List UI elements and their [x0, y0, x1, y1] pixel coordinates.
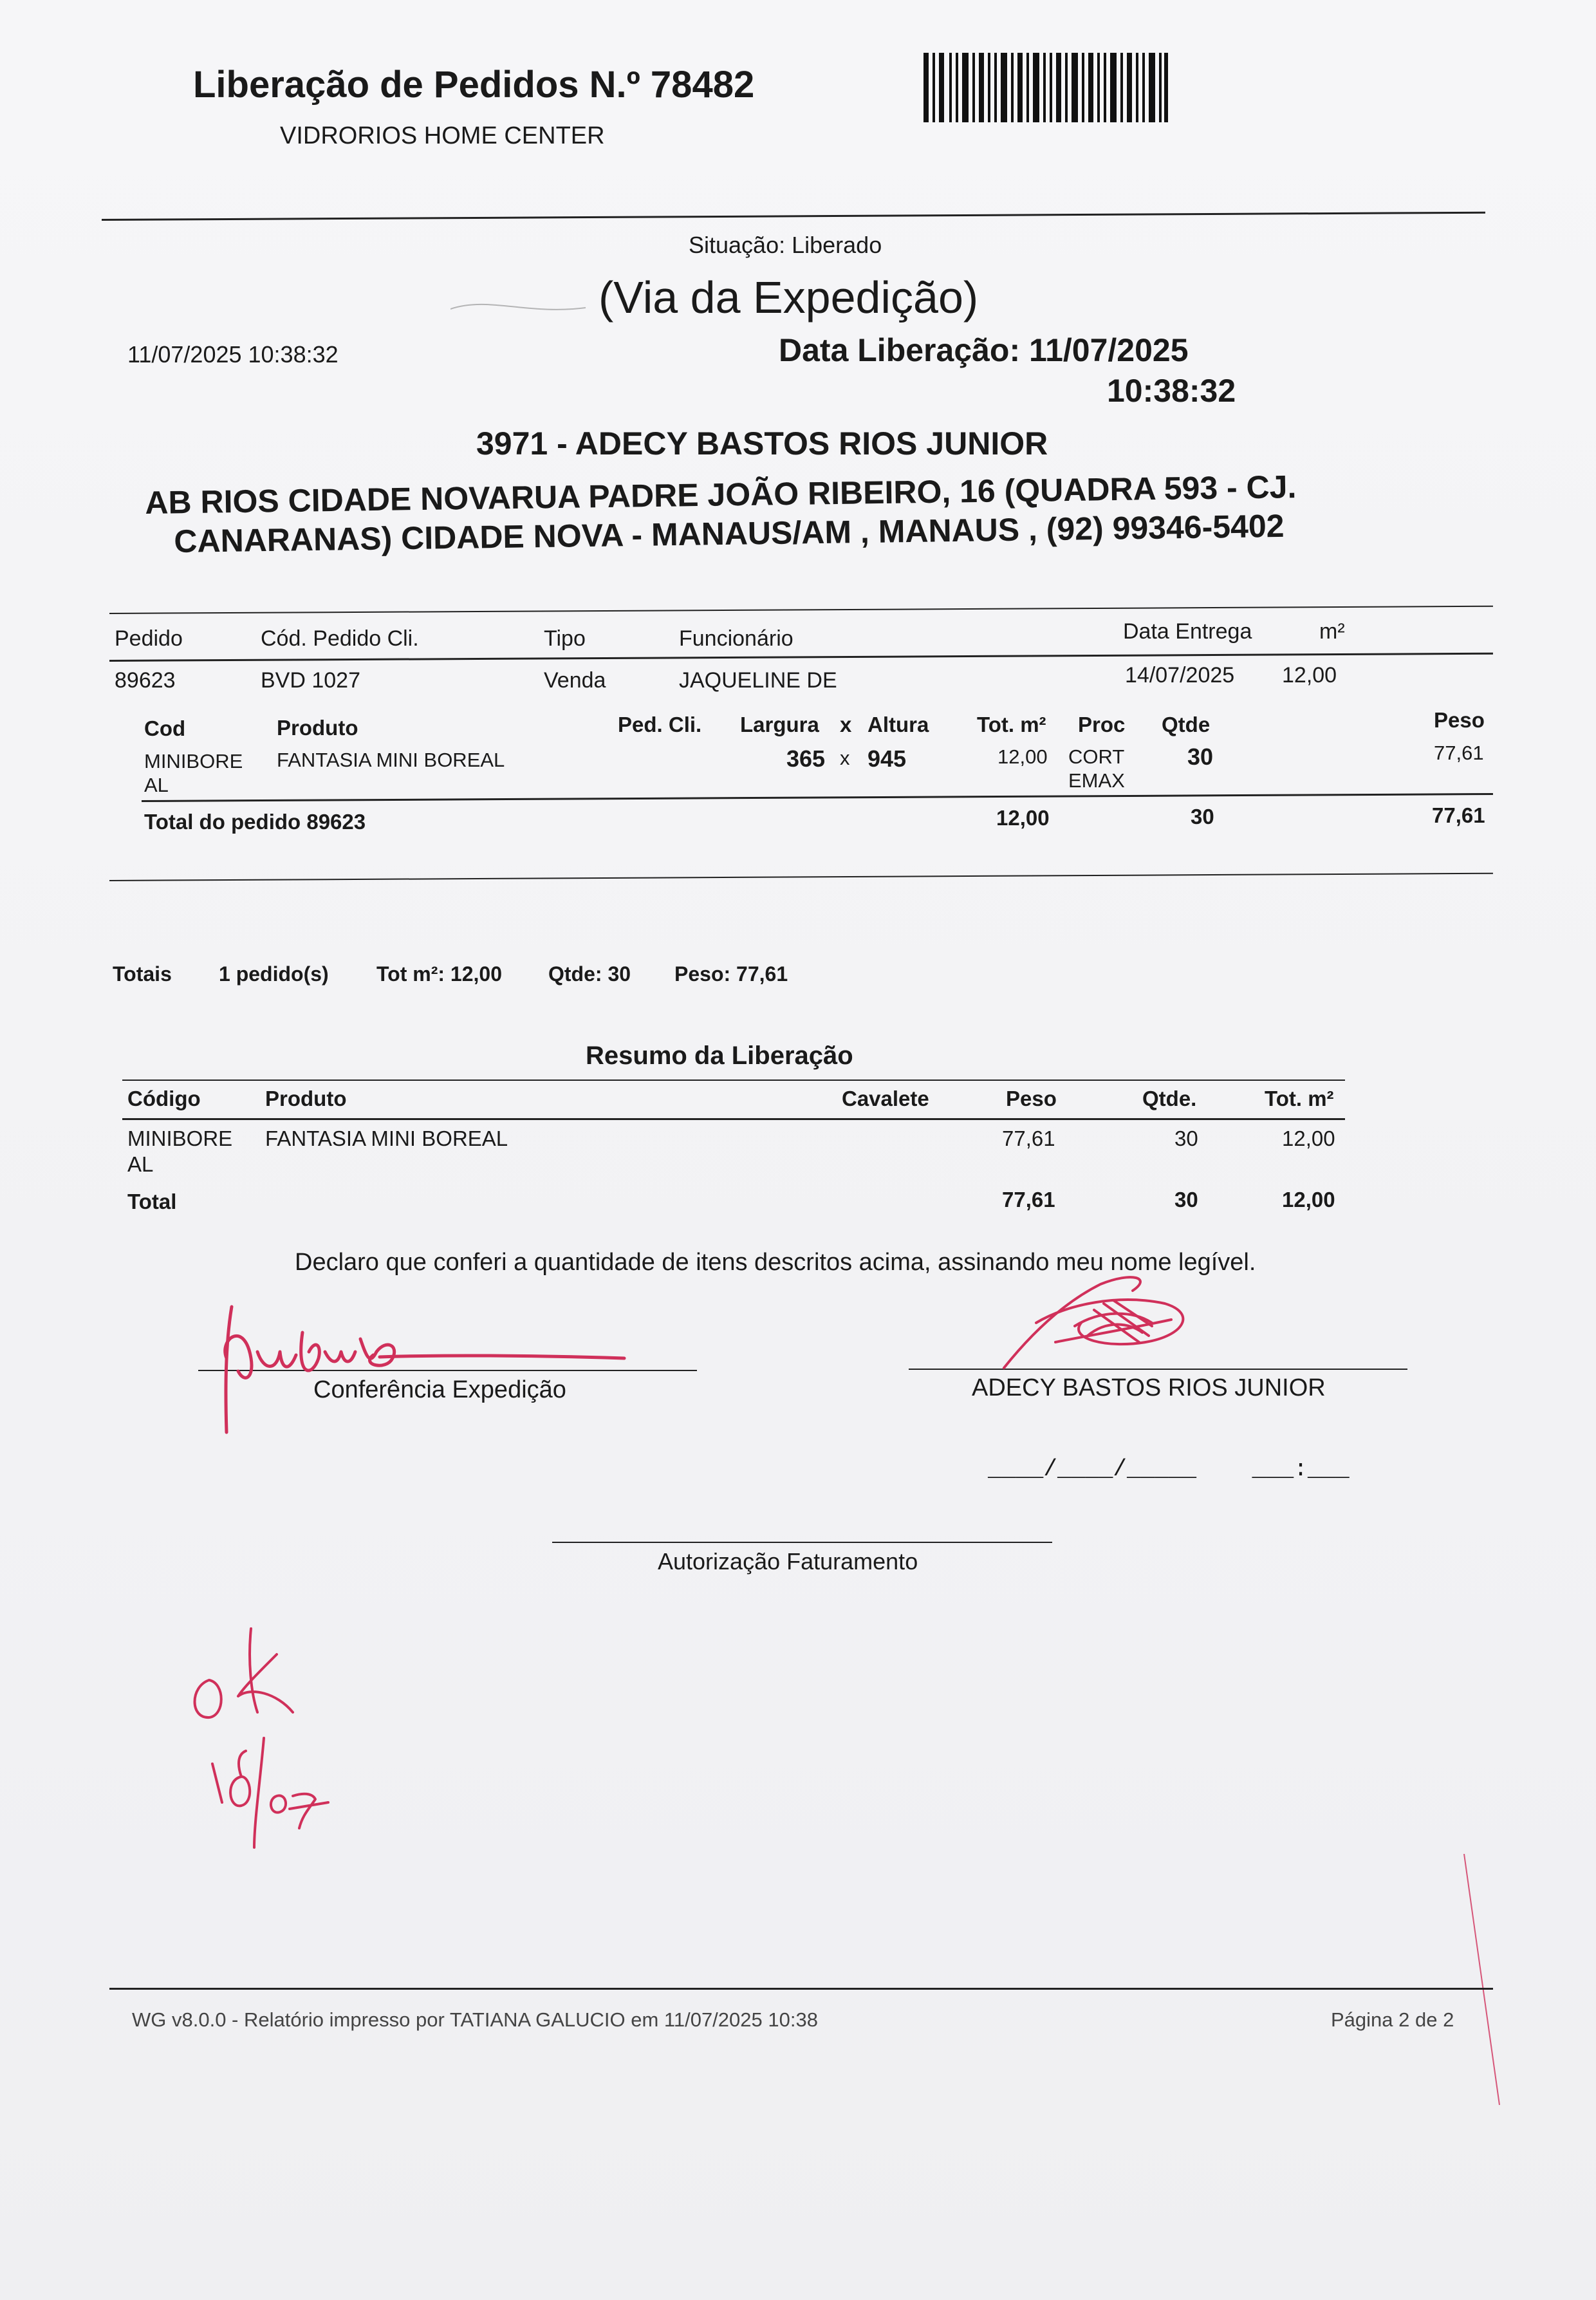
company-name: VIDRORIOS HOME CENTER: [280, 122, 605, 149]
liberation-time: 10:38:32: [1107, 373, 1236, 409]
liberation-date: Data Liberação: 11/07/2025: [779, 332, 1189, 368]
resumo-total-qtde: 30: [1174, 1188, 1198, 1211]
order-funcionario: JAQUELINE DE: [679, 668, 837, 693]
col-header-funcionario: Funcionário: [679, 626, 793, 651]
resumo-codigo-line-1: MINIBORE: [127, 1127, 233, 1150]
declaration-text: Declaro que conferi a quantidade de itens descritos acima, assinando meu nome legível.: [295, 1249, 1256, 1276]
col-header-m2: m²: [1319, 619, 1345, 644]
resumo-qtde: 30: [1174, 1127, 1198, 1150]
order-pedido: 89623: [115, 668, 176, 693]
printed-timestamp: 11/07/2025 10:38:32: [127, 341, 339, 368]
handwritten-signature-cliente: [991, 1265, 1210, 1374]
resumo-tot-m2: 12,00: [1282, 1127, 1335, 1150]
order-total-m2: 12,00: [996, 806, 1050, 830]
item-cod-line-1: MINIBORE: [144, 750, 243, 772]
resumo-total-label: Total: [127, 1190, 177, 1213]
signature-label-conferencia: Conferência Expedição: [313, 1376, 566, 1403]
item-peso: 77,61: [1434, 742, 1484, 764]
totals-pedidos: 1 pedido(s): [219, 962, 329, 986]
resumo-header-tot-m2: Tot. m²: [1265, 1087, 1334, 1110]
item-qtde: 30: [1187, 743, 1214, 770]
resumo-top-rule: [122, 1080, 1345, 1081]
header-divider: [102, 212, 1485, 221]
item-header-produto: Produto: [277, 716, 358, 740]
totals-qtde: Qtde: 30: [548, 962, 631, 986]
date-time-blanks: ____/____/_____ ___:___: [988, 1456, 1350, 1482]
item-tot-m2: 12,00: [998, 745, 1048, 768]
resumo-header-cavalete: Cavalete: [842, 1087, 929, 1110]
footer-print-info: WG v8.0.0 - Relatório impresso por TATIANA GALUCIO em 11/07/2025 10:38: [132, 2008, 818, 2031]
order-total-peso: 77,61: [1432, 803, 1485, 827]
item-header-tot-m2: Tot. m²: [977, 713, 1046, 736]
col-header-pedido: Pedido: [115, 626, 183, 651]
resumo-header-rule: [122, 1118, 1345, 1120]
col-header-tipo: Tipo: [544, 626, 586, 651]
resumo-header-qtde: Qtde.: [1142, 1087, 1197, 1110]
client-name: 3971 - ADECY BASTOS RIOS JUNIOR: [476, 425, 1048, 462]
order-total-label: Total do pedido 89623: [144, 810, 366, 834]
situation-status: Situação: Liberado: [689, 232, 882, 258]
totals-label: Totais: [113, 962, 172, 986]
footer-rule: [109, 1988, 1493, 1990]
item-header-largura: Largura: [740, 713, 819, 736]
order-tipo: Venda: [544, 668, 606, 693]
resumo-codigo-line-2: AL: [127, 1152, 154, 1176]
document-title: Liberação de Pedidos N.º 78482: [193, 64, 755, 106]
order-header-rule: [109, 653, 1493, 662]
copy-type: (Via da Expedição): [598, 272, 979, 323]
resumo-header-codigo: Código: [127, 1087, 201, 1110]
item-header-peso: Peso: [1434, 708, 1485, 732]
item-x: x: [840, 747, 850, 769]
handwritten-ok-date: [174, 1616, 360, 1860]
signature-label-autorizacao: Autorização Faturamento: [658, 1548, 918, 1575]
item-altura: 945: [868, 745, 907, 772]
totals-peso: Peso: 77,61: [674, 962, 788, 986]
item-produto: FANTASIA MINI BOREAL: [277, 749, 505, 771]
signature-label-cliente: ADECY BASTOS RIOS JUNIOR: [972, 1374, 1326, 1401]
pencil-stroke: [450, 283, 592, 322]
signature-line-autorizacao: [552, 1542, 1052, 1543]
totals-tot-m2: Tot m²: 12,00: [376, 962, 502, 986]
order-cod-pedido-cli: BVD 1027: [261, 668, 360, 693]
resumo-total-peso: 77,61: [1002, 1188, 1055, 1211]
client-address-line-2: CANARANAS) CIDADE NOVA - MANAUS/AM , MANAUS , (92) 99346-5402: [174, 507, 1285, 559]
item-proc-line-1: CORT: [1068, 745, 1125, 768]
item-total-rule: [142, 793, 1493, 802]
order-table-top-rule: [109, 606, 1493, 614]
footer-page-number: Página 2 de 2: [1331, 2008, 1454, 2031]
resumo-header-peso: Peso: [1006, 1087, 1057, 1110]
order-total-qtde: 30: [1191, 805, 1214, 828]
edge-red-mark: [1461, 1854, 1519, 2111]
barcode: [923, 53, 1168, 122]
order-table-bottom-rule: [109, 873, 1493, 881]
item-proc-line-2: EMAX: [1068, 769, 1125, 792]
handwritten-signature-conferencia: [206, 1294, 644, 1442]
item-cod-line-2: AL: [144, 774, 169, 796]
item-largura: 365: [786, 745, 826, 772]
col-header-data-entrega: Data Entrega: [1123, 619, 1252, 644]
client-address-line-1: AB RIOS CIDADE NOVARUA PADRE JOÃO RIBEIRO, 16 (QUADRA 593 - CJ.: [145, 469, 1297, 521]
item-header-altura: Altura: [868, 713, 929, 736]
resumo-peso: 77,61: [1002, 1127, 1055, 1150]
item-header-qtde: Qtde: [1162, 713, 1211, 736]
item-header-proc: Proc: [1078, 713, 1126, 736]
item-header-ped-cli: Ped. Cli.: [618, 713, 702, 736]
resumo-total-tot-m2: 12,00: [1282, 1188, 1335, 1211]
order-m2: 12,00: [1282, 663, 1337, 687]
item-header-x: x: [840, 713, 852, 736]
resumo-produto: FANTASIA MINI BOREAL: [265, 1127, 508, 1150]
resumo-header-produto: Produto: [265, 1087, 347, 1110]
resumo-title: Resumo da Liberação: [586, 1042, 853, 1070]
col-header-cod-pedido-cli: Cód. Pedido Cli.: [261, 626, 419, 651]
order-data-entrega: 14/07/2025: [1125, 663, 1235, 687]
item-header-cod: Cod: [144, 716, 186, 740]
